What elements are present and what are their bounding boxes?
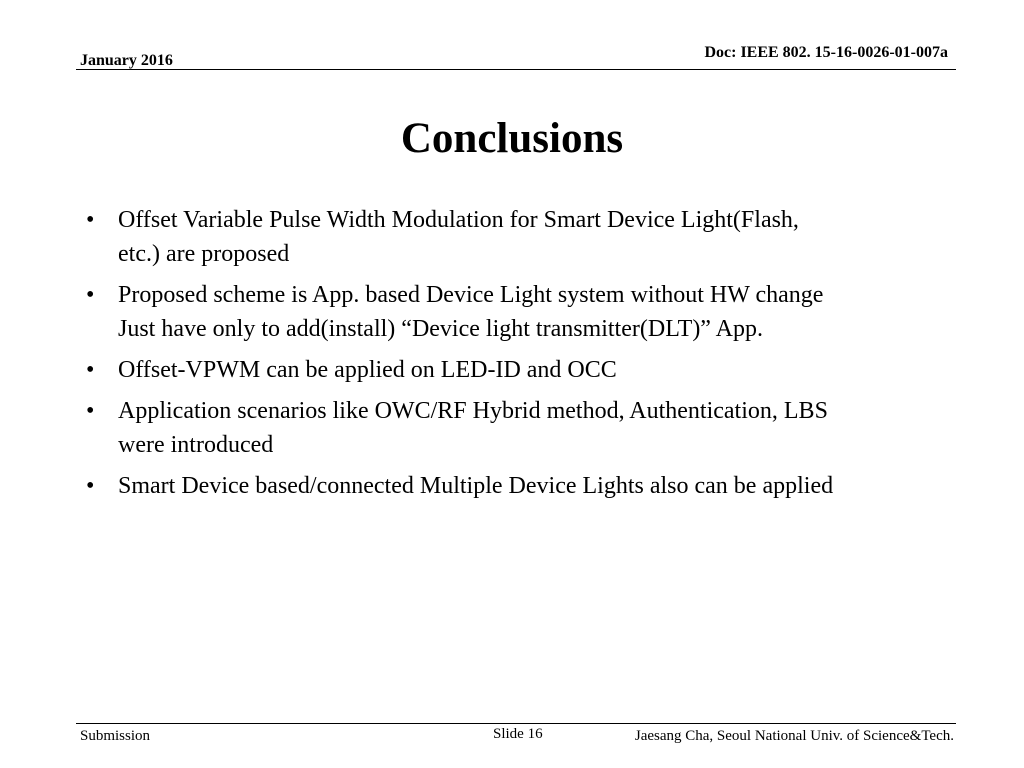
footer-divider: [76, 723, 956, 724]
bullet-item: [78, 353, 978, 387]
bullet-text-line: Offset Variable Pulse Width Modulation for Smart Device Light(Flash,: [118, 207, 799, 233]
bullet-icon: •: [86, 398, 95, 424]
footer-author: Jaesang Cha, Seoul National Univ. of Science&Tech.: [634, 728, 954, 744]
header-divider: [76, 69, 956, 70]
bullet-text-line: were introduced: [118, 432, 274, 458]
bullet-text-line: Smart Device based/connected Multiple Device Lights also can be applied: [118, 473, 834, 499]
bullet-icon: •: [86, 357, 95, 383]
header-date: January 2016: [80, 52, 173, 69]
bullet-item: [78, 469, 978, 503]
bullet-icon: •: [86, 207, 95, 233]
bullet-icon: •: [86, 282, 95, 308]
slide-title: Conclusions: [400, 115, 624, 162]
document-id: Doc: IEEE 802. 15-16-0026-01-007a: [704, 44, 948, 61]
bullet-item: [78, 394, 978, 462]
footer-submission: Submission: [80, 728, 151, 744]
bullet-list: [78, 203, 978, 510]
bullet-text-line: etc.) are proposed: [118, 241, 290, 267]
slide-number: Slide 16: [493, 726, 543, 742]
bullet-text-line: Proposed scheme is App. based Device Light system without HW change: [118, 282, 824, 308]
bullet-icon: •: [86, 473, 95, 499]
bullet-text-line: Application scenarios like OWC/RF Hybrid method, Authentication, LBS: [118, 398, 828, 424]
bullet-text-line: Offset-VPWM can be applied on LED-ID and OCC: [118, 357, 617, 383]
bullet-text-line: Just have only to add(install) “Device light transmitter(DLT)” App.: [118, 316, 763, 342]
bullet-item: [78, 203, 978, 271]
bullet-item: [78, 278, 978, 346]
